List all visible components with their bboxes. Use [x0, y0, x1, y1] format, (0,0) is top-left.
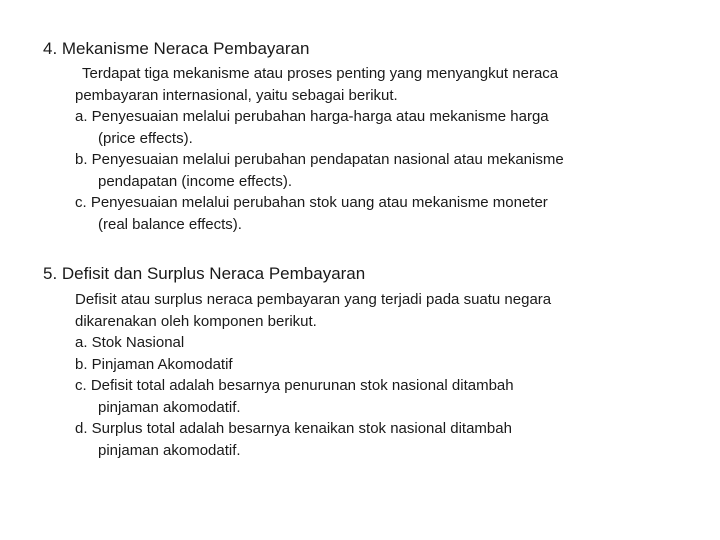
- section-5-item-d: d. Surplus total adalah besarnya kenaikan stok nasional ditambah: [75, 420, 512, 437]
- section-4-item-b: b. Penyesuaian melalui perubahan pendapatan nasional atau mekanisme: [75, 151, 564, 168]
- section-5-intro-line-1: Defisit atau surplus neraca pembayaran yang terjadi pada suatu negara: [75, 291, 552, 308]
- section-4-intro-line-1: Terdapat tiga mekanisme atau proses penting yang menyangkut neraca: [82, 65, 559, 82]
- section-4-intro-line-2: pembayaran internasional, yaitu sebagai berikut.: [75, 86, 398, 104]
- section-5-intro-line-2: dikarenakan oleh komponen berikut.: [75, 312, 317, 330]
- section-4-item-a-cont: (price effects).: [98, 129, 193, 147]
- section-4-heading: 4. Mekanisme Neraca Pembayaran: [43, 39, 310, 58]
- section-5-item-d-cont: pinjaman akomodatif.: [98, 441, 241, 459]
- section-5-item-c-cont: pinjaman akomodatif.: [98, 398, 241, 416]
- section-5-item-b: b. Pinjaman Akomodatif: [75, 355, 233, 373]
- section-5-item-c: c. Defisit total adalah besarnya penurunan stok nasional ditambah: [75, 377, 514, 394]
- section-4-item-b-cont: pendapatan (income effects).: [98, 172, 293, 190]
- section-5-heading: 5. Defisit dan Surplus Neraca Pembayaran: [43, 264, 366, 283]
- section-5-item-a: a. Stok Nasional: [75, 334, 185, 351]
- section-4-item-a: a. Penyesuaian melalui perubahan harga-harga atau mekanisme harga: [75, 108, 549, 125]
- section-4-item-c: c. Penyesuaian melalui perubahan stok uang atau mekanisme moneter: [75, 194, 548, 211]
- section-4-item-c-cont: (real balance effects).: [98, 215, 242, 233]
- section-4-body: [75, 63, 675, 235]
- section-5-body: [75, 289, 675, 461]
